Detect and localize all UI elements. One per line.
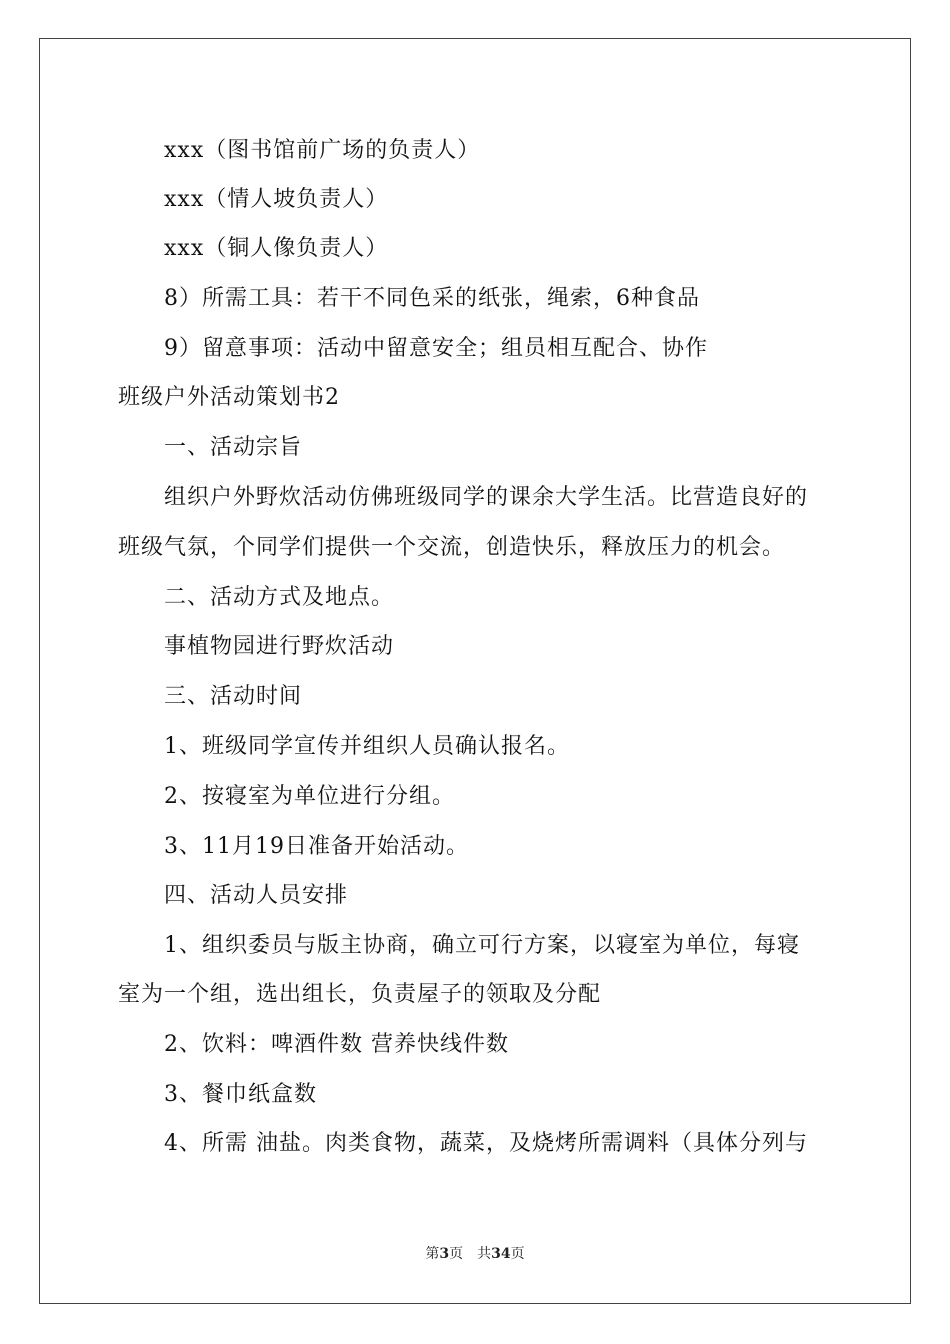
text-line: xxx（图书馆前广场的负责人）: [164, 138, 481, 163]
text-line: 2、饮料：啤酒件数 营养快线件数: [164, 1032, 509, 1057]
page-footer: [0, 1245, 950, 1263]
page-suffix: 页: [449, 1246, 464, 1262]
text-line: 室为一个组，选出组长，负责屋子的领取及分配: [118, 982, 602, 1007]
text-line: 9）留意事项：活动中留意安全；组员相互配合、协作: [164, 336, 708, 361]
text-line: 1、组织委员与版主协商，确立可行方案，以寝室为单位，每寝: [164, 933, 800, 958]
text-line: 8）所需工具：若干不同色采的纸张，绳索，6种食品: [164, 286, 700, 311]
text-line: 二、活动方式及地点。: [164, 585, 395, 610]
total-pages: 34: [491, 1246, 511, 1262]
text-line: xxx（铜人像负责人）: [164, 236, 389, 261]
text-line: 班级气氛，个同学们提供一个交流，创造快乐，释放压力的机会。: [118, 535, 786, 560]
text-line: xxx（情人坡负责人）: [164, 187, 389, 212]
text-line: 2、按寝室为单位进行分组。: [164, 784, 455, 809]
text-line: 1、班级同学宣传并组织人员确认报名。: [164, 734, 570, 759]
text-line: 事植物园进行野炊活动: [164, 634, 395, 659]
page-number: 3: [439, 1246, 450, 1262]
page-prefix: 第: [425, 1246, 440, 1262]
text-line: 四、活动人员安排: [164, 883, 349, 908]
page-frame: [39, 38, 911, 1304]
text-line: 4、所需 油盐。肉类食物，蔬菜，及烧烤所需调料（具体分列与: [164, 1131, 808, 1156]
total-suffix: 页: [510, 1246, 525, 1262]
text-line: 组织户外野炊活动仿佛班级同学的课余大学生活。比营造良好的: [164, 485, 809, 510]
total-prefix: 共: [477, 1246, 492, 1262]
text-line: 3、餐巾纸盒数: [164, 1082, 317, 1107]
text-line: 三、活动时间: [164, 684, 303, 709]
section-heading: 班级户外活动策划书2: [118, 385, 340, 410]
text-line: 3、11月19日准备开始活动。: [164, 834, 469, 859]
text-line: 一、活动宗旨: [164, 435, 303, 460]
